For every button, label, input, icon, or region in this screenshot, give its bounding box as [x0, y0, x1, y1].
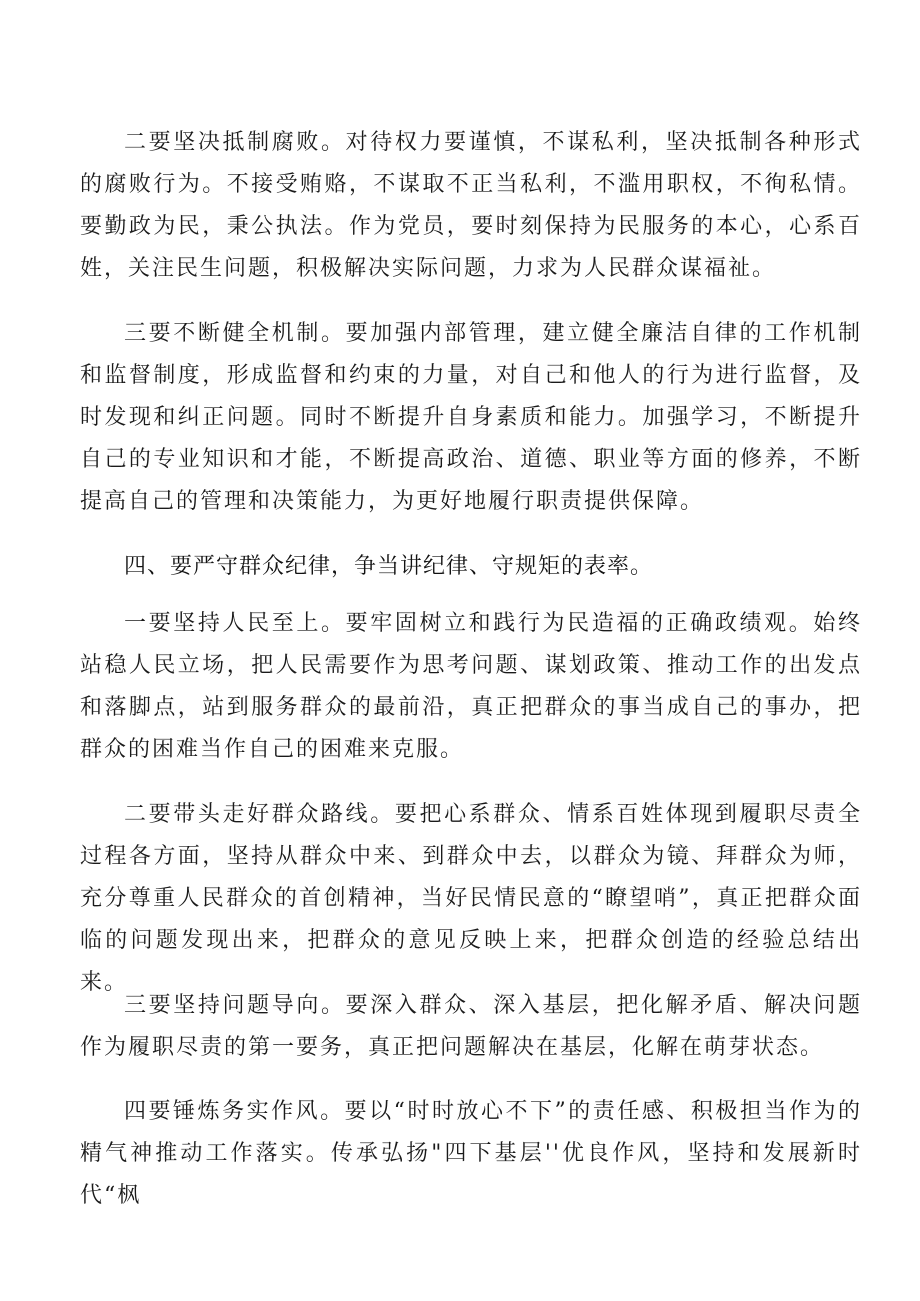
section-heading-mass-discipline: 四、要严守群众纪律，争当讲纪律、守规矩的表率。 [124, 554, 654, 579]
paragraph-mass-line: 二要带头走好群众路线。要把心系群众、情系百姓体现到履职尽责全过程各方面，坚持从群众中来、到群众中去，以群众为镜、拜群众为师，充分尊重人民群众的首创精神，当好民情民意的“瞭望哨”，真正把群众面临的问题发现出来，把群众的意见反映上来，把群众创造的经验总结出来。 [80, 802, 862, 995]
paragraph-improve-mechanism: 三要不断健全机制。要加强内部管理，建立健全廉洁自律的工作机制和监督制度，形成监督和约束的力量，对自己和他人的行为进行监督，及时发现和纠正问题。同时不断提升自身素质和能力。加强学习，不断提升自己的专业知识和才能，不断提高政治、道德、职业等方面的修养，不断提高自己的管理和决策能力，为更好地履行职责提供保障。 [80, 321, 862, 514]
paragraph-anti-corruption: 二要坚决抵制腐败。对待权力要谨慎，不谋私利，坚决抵制各种形式的腐败行为。不接受贿赂，不谋取不正当私利，不滥用职权，不徇私情。要勤政为民，秉公执法。作为党员，要时刻保持为民服务的本心，心系百姓，关注民生问题，积极解决实际问题，力求为人民群众谋福祉。 [80, 130, 862, 281]
paragraph-practical-style: 四要锤炼务实作风。要以“时时放心不下”的责任感、积极担当作为的精气神推动工作落实。传承弘扬"四下基层''优良作风，坚持和发展新时代“枫 [80, 1099, 862, 1208]
paragraph-problem-oriented: 三要坚持问题导向。要深入群众、深入基层，把化解矛盾、解决问题作为履职尽责的第一要务，真正把问题解决在基层，化解在萌芽状态。 [80, 993, 862, 1060]
paragraph-people-first: 一要坚持人民至上。要牢固树立和践行为民造福的正确政绩观。始终站稳人民立场，把人民需要作为思考问题、谋划政策、推动工作的出发点和落脚点，站到服务群众的最前沿，真正把群众的事当成自己的事办，把群众的困难当作自己的困难来克服。 [80, 611, 862, 762]
